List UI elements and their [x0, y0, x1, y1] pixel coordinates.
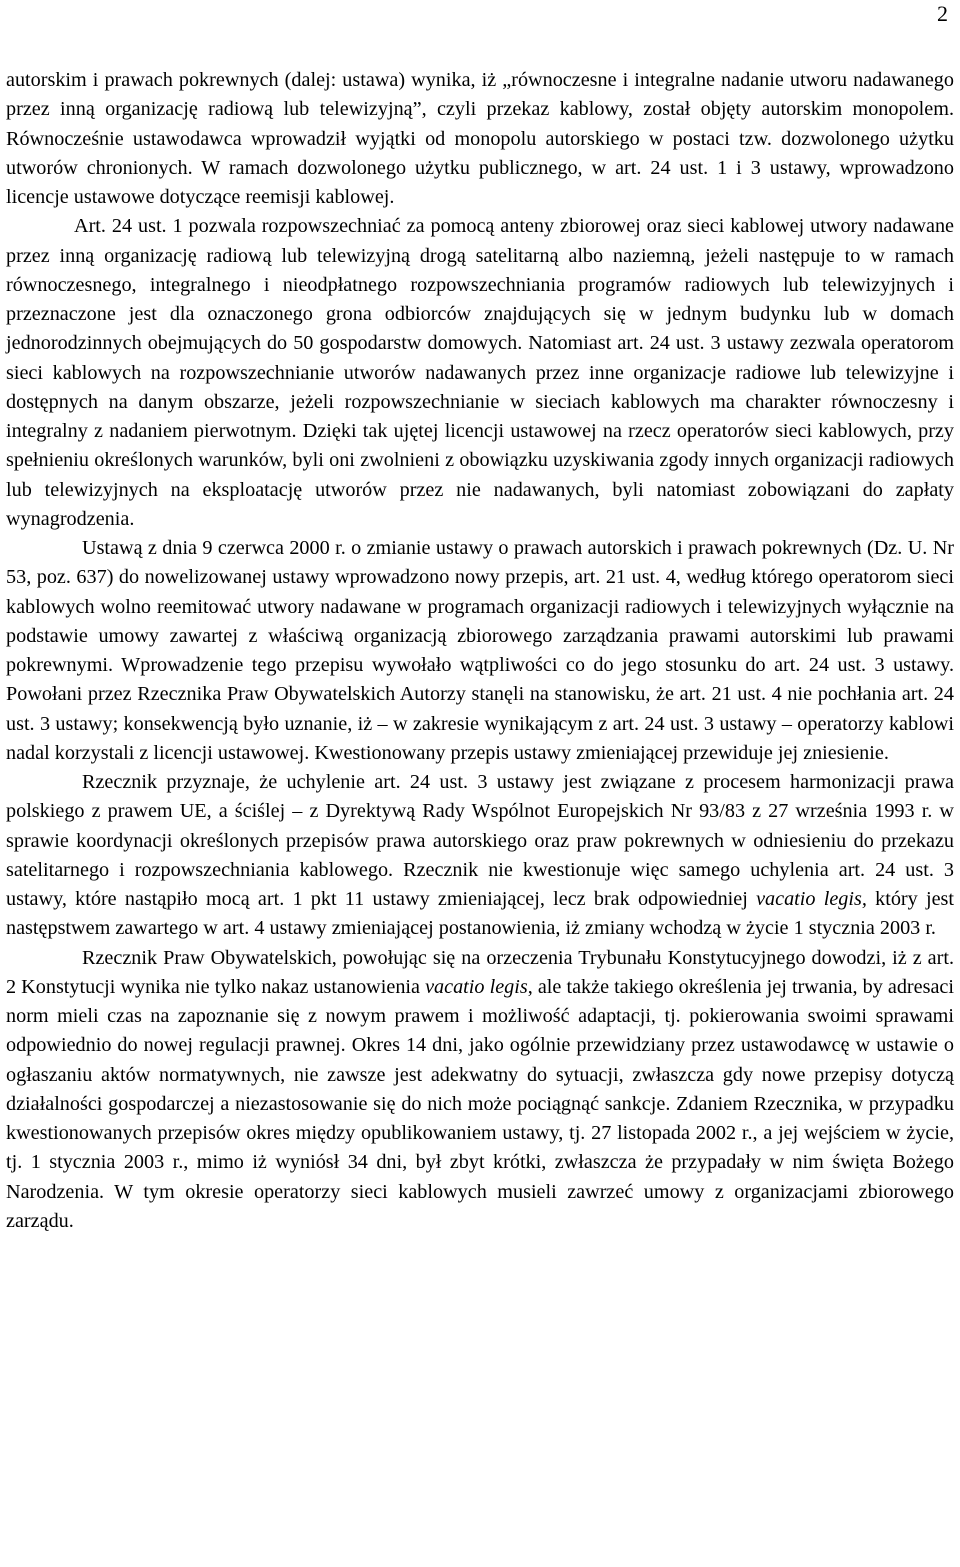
paragraph-text: Rzecznik Praw Obywatelskich, powołując się na orzeczenia Trybunału Konstytucyjnego dowodzi, iż z art. 2 Konstytucji wynika nie tylko nakaz ustanowienia: [6, 946, 954, 998]
paragraph: [6, 534, 954, 768]
paragraph-text: Ustawą z dnia 9 czerwca 2000 r. o zmianie ustawy o prawach autorskich i prawach pokrewnych (Dz. U. Nr 53, poz. 637) do nowelizowanej ustawy wprowadzono nowy przepis, art. 21 ust. 4, według którego operatorom sieci kablowych wolno reemitować utwory nadawane w programach organizacji radiowych i telewizyjnych wyłącznie na podstawie umowy zawartej z właściwą organizacją zbiorowego zarządzania prawami autorskimi lub prawami pokrewnymi. Wprowadzenie tego przepisu wywołało wątpliwości co do jego stosunku do art. 24 ust. 3 ustawy. Powołani przez Rzecznika Praw Obywatelskich Autorzy stanęli na stanowisku, że art. 21 ust. 4 nie pochłania art. 24 ust. 3 ustawy; konsekwencją było uznanie, iż – w zakresie wynikającym z art. 24 ust. 3 ustawy – operatorzy kablowi nadal korzystali z licencji ustawowej. Kwestionowany przepis ustawy zmieniającej przewiduje jej zniesienie.: [6, 537, 954, 764]
paragraph-text: Art. 24 ust. 1 pozwala rozpowszechniać za pomocą anteny zbiorowej oraz sieci kablowej utwory nadawane przez inną organizację radiową lub telewizyjną drogą satelitarną albo naziemną, jeżeli następuje to w ramach równoczesnego, integralnego i nieodpłatnego rozpowszechniania programów radiowych lub telewizyjnych i przeznaczone jest dla oznaczonego grona odbiorców znajdujących się w jednym budynku lub w domach jednorodzinnych obejmujących do 50 gospodarstw domowych. Natomiast art. 24 ust. 3 ustawy zezwala operatorom sieci kablowych na rozpowszechnianie utworów nadawanych przez inne organizacje radiowe lub telewizyjne i dostępnych na danym obszarze, jeżeli rozpowszechnianie w sieciach kablowych ma charakter równoczesny i integralny z nadaniem pierwotnym. Dzięki tak ujętej licencji ustawowej na rzecz operatorów sieci kablowych, przy spełnieniu określonych warunków, byli oni zwolnieni z obowiązku uzyskiwania zgody innych organizacji radiowych lub telewizyjnych na eksploatację utworów przez nie nadawanych, byli natomiast zobowiązani do zapłaty wynagrodzenia.: [6, 215, 954, 530]
paragraph-text: Rzecznik przyznaje, że uchylenie art. 24 ust. 3 ustawy jest związane z procesem harmonizacji prawa polskiego z prawem UE, a ściślej – z Dyrektywą Rady Wspólnot Europejskich Nr 93/83 z 27 września 1993 r. w sprawie koordynacji określonych przepisów prawa autorskiego oraz praw pokrewnych w odniesieniu do przekazu satelitarnego i rozpowszechniania kablowego. Rzecznik nie kwestionuje więc samego uchylenia art. 24 ust. 3 ustawy, które nastąpiło mocą art. 1 pkt 11 ustawy zmieniającej, lecz brak odpowiedniej: [6, 771, 954, 910]
paragraph-text: autorskim i prawach pokrewnych (dalej: ustawa) wynika, iż „równoczesne i integralne nadanie utworu nadawanego przez inną organizację radiową lub telewizyjną”, czyli przekaz kablowy, został objęty autorskim monopolem. Równocześnie ustawodawca wprowadził wyjątki od monopolu autorskiego w postaci tzw. dozwolonego użytku utworów chronionych. W ramach dozwolonego użytku publicznego, w art. 24 ust. 1 i 3 ustawy, wprowadzono licencje ustawowe dotyczące reemisji kablowej.: [6, 69, 954, 208]
paragraph: [6, 212, 954, 534]
italic-text: vacatio legis: [425, 975, 528, 998]
paragraph-text: , ale także takiego określenia jej trwania, by adresaci norm mieli czas na zapoznanie się z nowym prawem i możliwość adaptacji, tj. pokierowania swoimi sprawami odpowiednio do nowej regulacji prawnej. Okres 14 dni, jako ogólnie przewidziany przez ustawodawcę w ustawie o ogłaszaniu aktów normatywnych, nie zawsze jest adekwatny do sytuacji, zwłaszcza gdy nowe przepisy dotyczą działalności gospodarczej a niezastosowanie się do nich może pociągnąć sankcje. Zdaniem Rzecznika, w przypadku kwestionowanych przepisów okres między opublikowaniem ustawy, tj. 27 listopada 2002 r., a jej wejściem w życie, tj. 1 stycznia 2003 r., mimo iż wyniósł 34 dni, był zbyt krótki, zwłaszcza że przypadały w nim święta Bożego Narodzenia. W tym okresie operatorzy sieci kablowych musieli zawrzeć umowy z organizacjami zbiorowego zarządu.: [6, 975, 955, 1232]
italic-text: vacatio legis,: [756, 888, 867, 910]
paragraph: [6, 768, 954, 944]
document-body: [6, 66, 954, 1236]
paragraph: [6, 944, 954, 1237]
paragraph: [6, 66, 954, 212]
page-number: 2: [937, 1, 948, 26]
paragraph-text: który jest następstwem zawartego w art. 4 ustawy zmieniającej postanowienia, iż zmiany wchodzą w życie 1 stycznia 2003 r.: [6, 888, 955, 940]
